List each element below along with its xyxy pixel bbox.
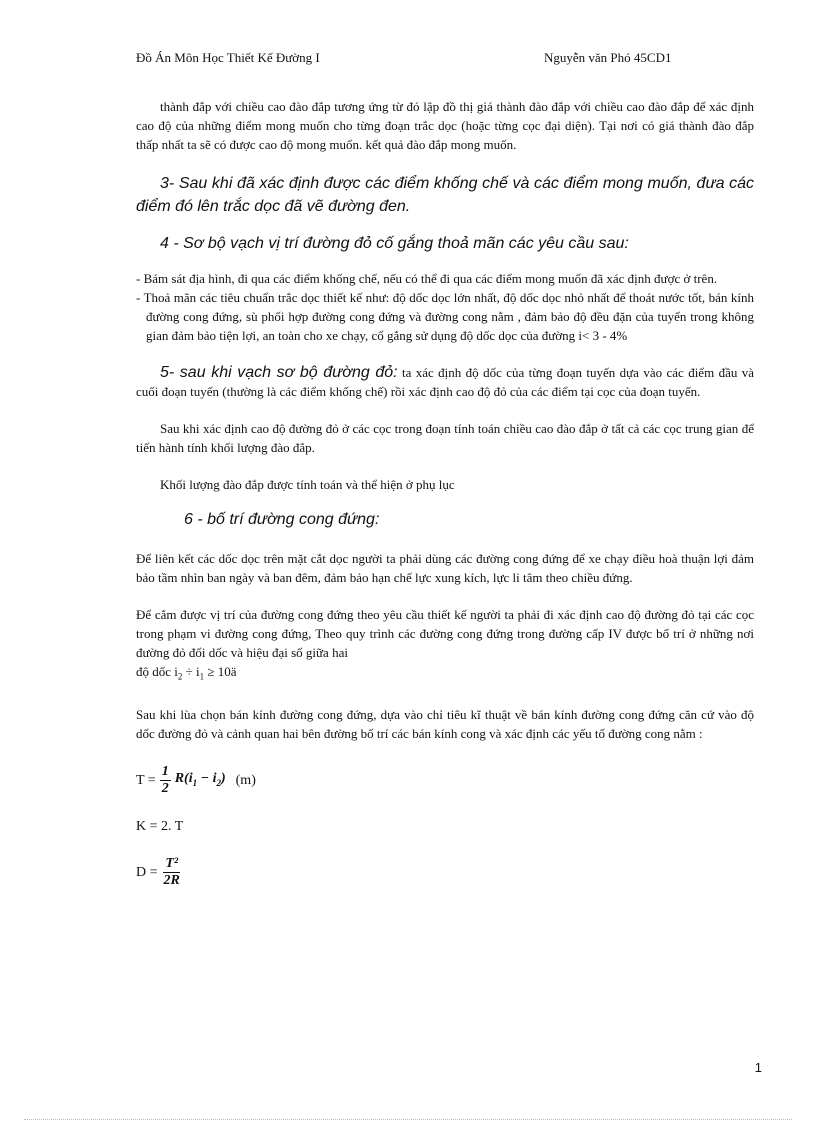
page-bottom-divider: [24, 1119, 792, 1120]
requirement-item: - Thoả mãn các tiêu chuẩn trắc dọc thiết kế như: độ dốc dọc lớn nhất, độ dốc dọc nhỏ nhất để thoát nước tốt, bán kính đường cong đứng, sù phối hợp đường cong đứng và đường cong nằm , đảm bảo độ đều đặn của tuyến trong không gian đảm bảo tiện lợi, an toàn cho xe chạy, cố gắng sử dụng độ dốc dọc của đường i< 3 - 4%: [136, 290, 754, 343]
step-4-heading: 4 - Sơ bộ vạch vị trí đường đỏ cố gắng thoả mãn các yêu cầu sau:: [160, 235, 629, 252]
fraction-half: $\frac{1}{2}$: [161, 764, 169, 797]
vertical-curve-paragraph-2: Để cắm được vị trí của đường cong đứng theo yêu cầu thiết kế người ta phải đi xác định cao độ đường đỏ tại các cọc trong phạm vi đường cong đứng, Theo quy trình các đường cong đứng trong đường cấp IV được bố trí ở những nơi đường đỏ đổi dốc và hiệu đại số giữa hai độ dốc $i_2 \div i_1$ ≥ 10ä: [136, 607, 754, 682]
volume-paragraph: Khối lượng đào đắp được tính toán và thể hiện ở phụ lục: [160, 477, 455, 492]
requirement-item: - Bám sát địa hình, đi qua các điểm khống chế, nếu có thể đi qua các điểm mong muốn đã xác định được ở trên.: [136, 271, 718, 286]
vertical-curve-paragraph-1: Để liên kết các dốc dọc trên mặt cắt dọc người ta phải dùng các đường cong đứng để xe chạy điều hoà thuận lợi đảm bảo tầm nhìn ban ngày và ban đêm, đảm bảo hạn chế lực xung kích, lực li tâm theo chiều đứng.: [136, 551, 754, 585]
document-body: [136, 97, 754, 893]
step-6-heading: 6 - bố trí đường cong đứng:: [184, 511, 380, 528]
formula-K: K = 2. T: [136, 819, 184, 835]
formula-D: D = $\frac{\text{T²}}{2R}$: [136, 856, 180, 889]
intro-paragraph: thành đắp với chiều cao đào đắp tương ứng từ đó lập đồ thị giá thành đào đắp với chiều cao đào đắp để xác định cao độ của những điểm mong muốn cho từng đoạn trắc dọc (hoặc từng cọc đại diện). Tại nơi có giá thành đào đắp thấp nhất ta sẽ có được cao độ mong muốn. kết quả đào đắp mong muốn.: [136, 99, 754, 152]
step-5-text: ta xác định độ dốc của từng đoạn tuyến dựa vào các điểm đầu và cuối đoạn tuyến (thường là các điểm khống chế) rồi xác định cao độ đỏ của các điểm tại cọc của đoạn tuyến.: [136, 365, 755, 399]
red-line-paragraph: Sau khi xác định cao độ đường đỏ ở các cọc trong đoạn tính toán chiều cao đào đắp ở tất cả các cọc trung gian để tiến hành tính khối lượng đào đắp.: [136, 421, 754, 455]
header-author: Nguyễn văn Phó 45CD1: [544, 50, 672, 65]
formula-T: T = $\frac{1}{2}$ $R(i_1 - i_2)$ (m): [136, 764, 256, 797]
page-number: 1: [754, 1060, 762, 1075]
fraction-T2-2R: $\frac{\text{T²}}{2R}$: [163, 856, 180, 889]
step-5-heading: 5- sau khi vạch sơ bộ đường đỏ:: [160, 364, 398, 381]
header-title: Đồ Án Môn Học Thiết Kế Đường I: [136, 50, 320, 65]
step-3-heading: 3- Sau khi đã xác định được các điểm khống chế và các điểm mong muốn, đưa các điểm đó lên trắc dọc đã vẽ đường đen.: [136, 175, 754, 215]
step-5-paragraph: [136, 363, 754, 401]
vertical-curve-paragraph-3: Sau khi lùa chọn bán kính đường cong đứng, dựa vào chỉ tiêu kĩ thuật về bán kính đường cong đứng căn cứ vào độ dốc đường đỏ và cảnh quan hai bên đường bố trí các bán kính cong và xác định các yếu tố đường cong nằm :: [136, 706, 754, 741]
